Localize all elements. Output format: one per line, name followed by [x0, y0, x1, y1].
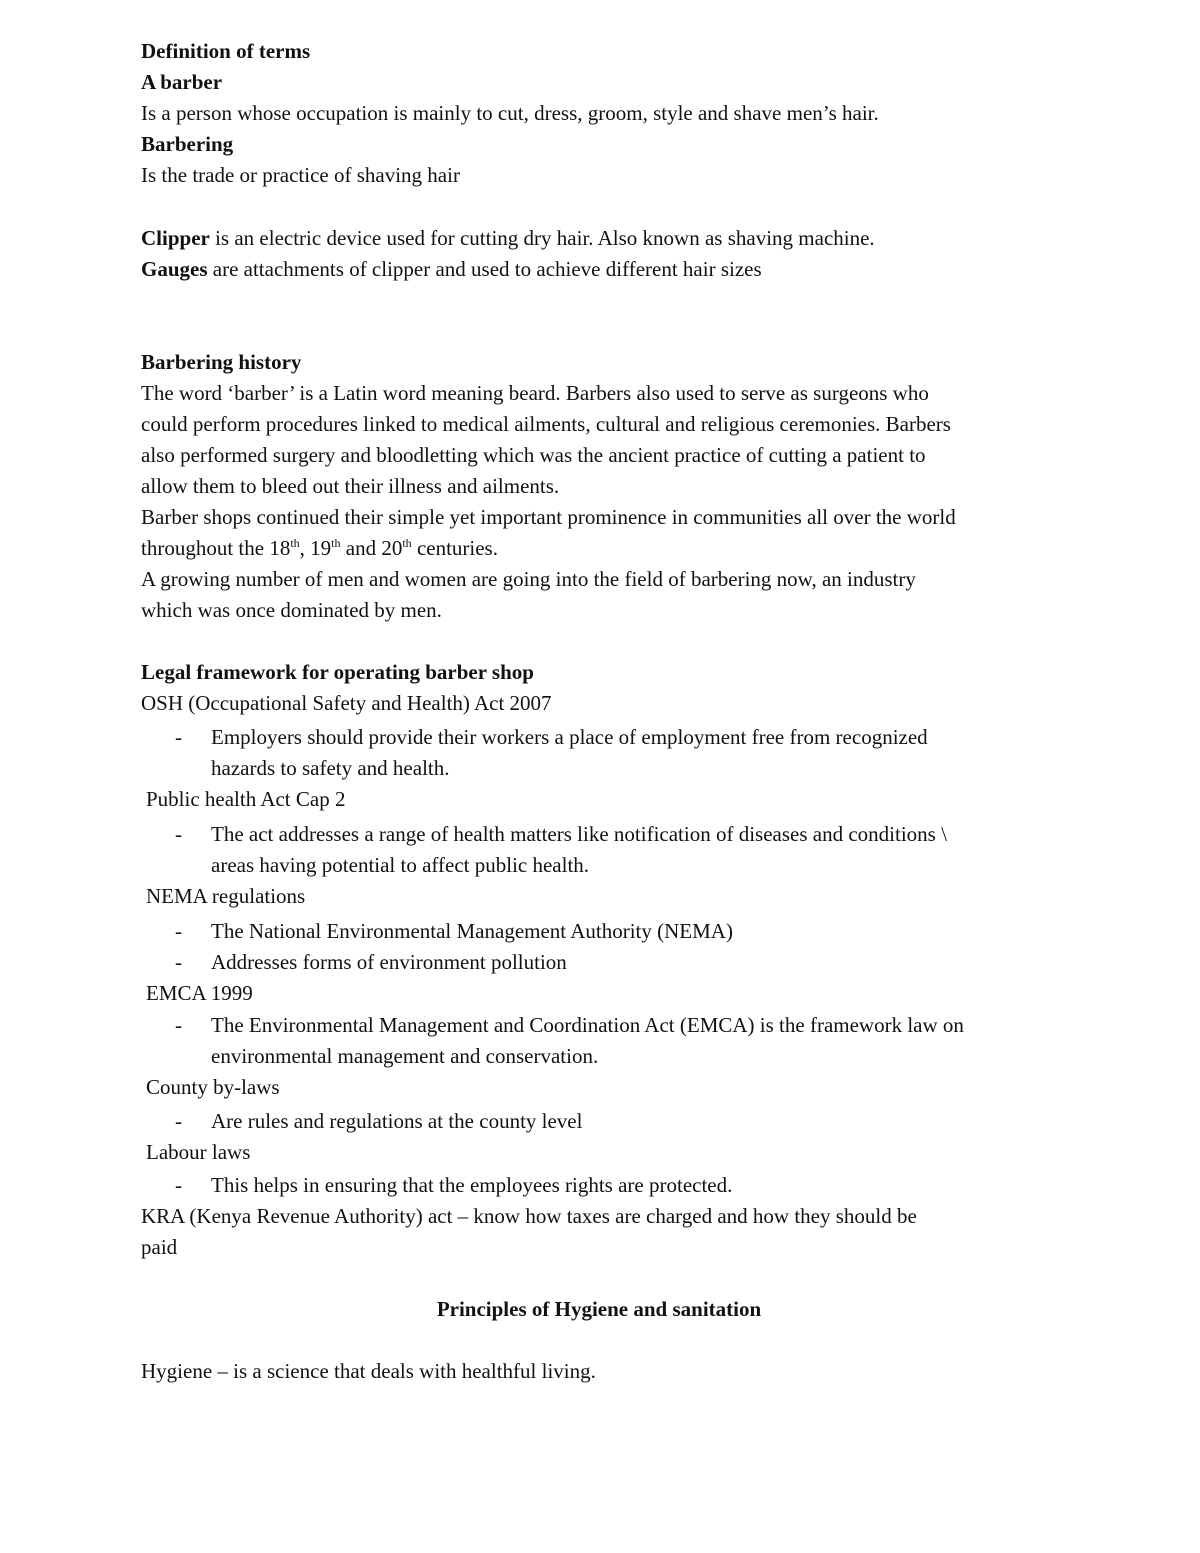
bullet-dash: -: [175, 1173, 182, 1197]
county-by-laws: County by-laws: [146, 1075, 280, 1099]
public-health-bullet: The act addresses a range of health matters like notification of diseases and conditions \: [211, 822, 947, 846]
emca-act: EMCA 1999: [146, 981, 253, 1005]
centuries-text: and 20: [340, 536, 403, 560]
clipper-paragraph: [141, 225, 875, 251]
history-line: The word ‘barber’ is a Latin word meaning beard. Barbers also used to serve as surgeons who: [141, 381, 929, 405]
definitions-heading: Definition of terms: [141, 39, 311, 63]
history-line: could perform procedures linked to medical ailments, cultural and religious ceremonies. Barbers: [141, 412, 951, 436]
ordinal-suffix: th: [402, 536, 412, 550]
barbering-term: Barbering: [141, 132, 234, 156]
centuries-text: throughout the 18: [141, 536, 291, 560]
history-line: which was once dominated by men.: [141, 598, 442, 622]
emca-bullet: The Environmental Management and Coordination Act (EMCA) is the framework law on: [211, 1013, 964, 1037]
history-line: also performed surgery and bloodletting which was the ancient practice of cutting a patient to: [141, 443, 926, 467]
centuries-text: , 19: [299, 536, 332, 560]
nema-bullet: The National Environmental Management Authority (NEMA): [211, 919, 733, 943]
gauges-definition: are attachments of clipper and used to achieve different hair sizes: [207, 257, 762, 281]
labour-laws: Labour laws: [146, 1140, 251, 1164]
bullet-dash: -: [175, 1109, 182, 1133]
osh-bullet-cont: hazards to safety and health.: [211, 756, 450, 780]
hygiene-heading: Principles of Hygiene and sanitation: [436, 1297, 762, 1321]
gauges-paragraph: [141, 256, 762, 282]
nema-bullet: Addresses forms of environment pollution: [211, 950, 567, 974]
bullet-dash: -: [175, 725, 182, 749]
public-health-bullet-cont: areas having potential to affect public health.: [211, 853, 590, 877]
kra-act: KRA (Kenya Revenue Authority) act – know how taxes are charged and how they should be: [141, 1204, 917, 1228]
barbering-definition: Is the trade or practice of shaving hair: [141, 163, 460, 187]
ordinal-suffix: th: [331, 536, 341, 550]
osh-act: OSH (Occupational Safety and Health) Act 2007: [141, 691, 552, 715]
bullet-dash: -: [175, 822, 182, 846]
history-line: allow them to bleed out their illness and ailments.: [141, 474, 560, 498]
gauges-term: Gauges: [141, 257, 208, 281]
county-bullet: Are rules and regulations at the county level: [211, 1109, 583, 1133]
labour-bullet: This helps in ensuring that the employees rights are protected.: [211, 1173, 733, 1197]
barber-definition: Is a person whose occupation is mainly to cut, dress, groom, style and shave men’s hair.: [141, 101, 879, 125]
osh-bullet: Employers should provide their workers a place of employment free from recognized: [211, 725, 928, 749]
centuries-line: [141, 535, 498, 561]
clipper-definition: is an electric device used for cutting dry hair. Also known as shaving machine.: [209, 226, 875, 250]
history-line: A growing number of men and women are going into the field of barbering now, an industry: [141, 567, 916, 591]
hygiene-definition: Hygiene – is a science that deals with healthful living.: [141, 1359, 596, 1383]
ordinal-suffix: th: [290, 536, 300, 550]
kra-act-cont: paid: [141, 1235, 178, 1259]
bullet-dash: -: [175, 919, 182, 943]
history-line: Barber shops continued their simple yet important prominence in communities all over the world: [141, 505, 956, 529]
clipper-term: Clipper: [141, 226, 210, 250]
legal-heading: Legal framework for operating barber shop: [141, 660, 534, 684]
barber-term: A barber: [141, 70, 223, 94]
nema-regulations: NEMA regulations: [146, 884, 306, 908]
bullet-dash: -: [175, 950, 182, 974]
emca-bullet-cont: environmental management and conservation.: [211, 1044, 599, 1068]
public-health-act: Public health Act Cap 2: [146, 787, 346, 811]
bullet-dash: -: [175, 1013, 182, 1037]
history-heading: Barbering history: [141, 350, 302, 374]
centuries-text: centuries.: [411, 536, 498, 560]
